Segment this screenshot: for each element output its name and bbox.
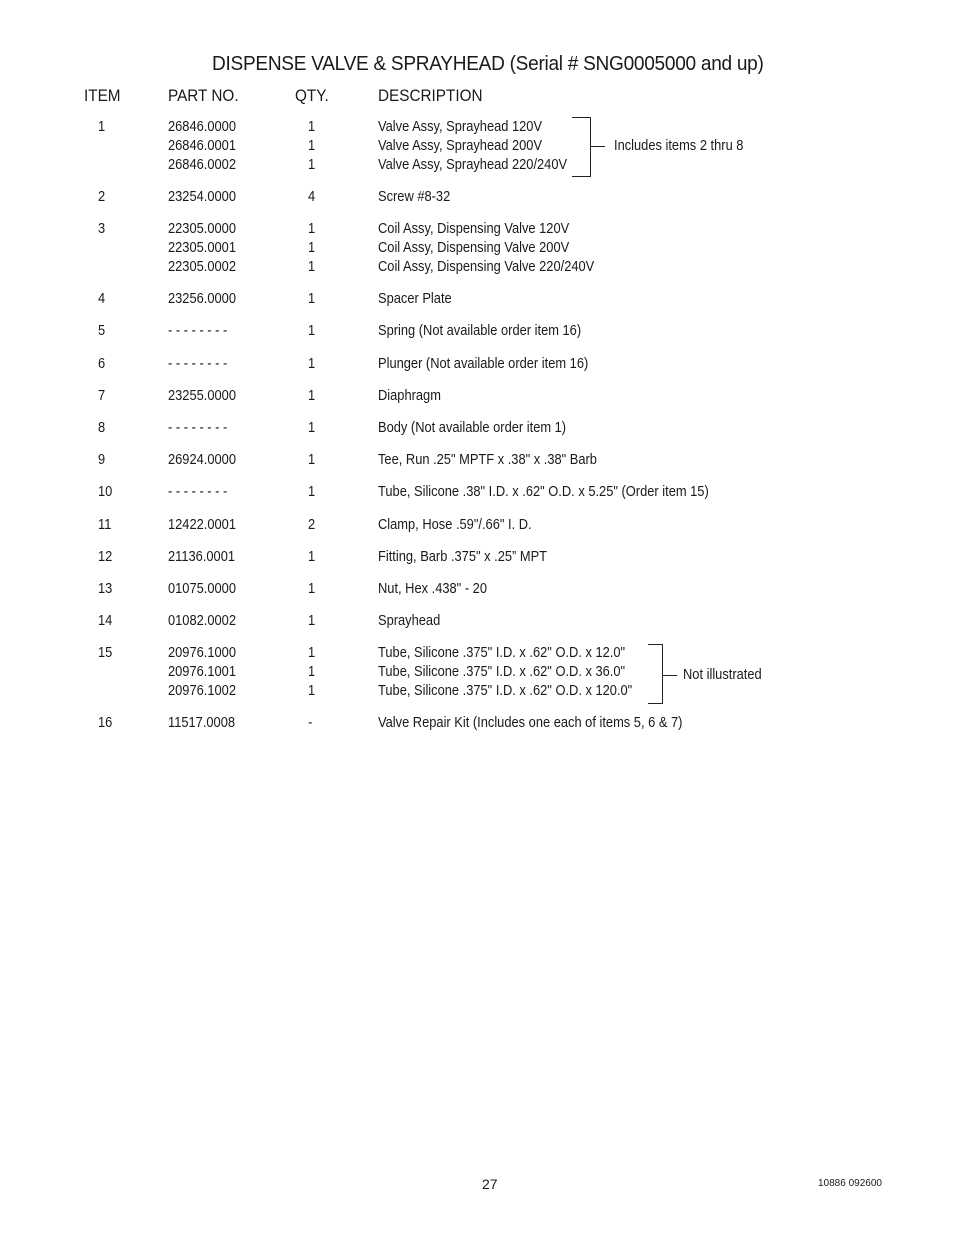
header-item: ITEM: [84, 86, 121, 105]
cell-qty: 2: [308, 517, 316, 533]
cell-description: Tube, Silicone .375" I.D. x .62" O.D. x 36.0": [378, 664, 626, 680]
cell-qty: 1: [308, 581, 316, 597]
cell-item: 7: [98, 388, 106, 404]
cell-item: 12: [98, 549, 113, 565]
cell-description: Tube, Silicone .375" I.D. x .62" O.D. x 120.0": [378, 683, 633, 699]
item1-bracket: [572, 117, 591, 177]
cell-part-no: 01082.0002: [168, 613, 236, 629]
cell-part-no: 26846.0002: [168, 157, 236, 173]
cell-qty: 1: [308, 259, 316, 275]
cell-item: 6: [98, 356, 106, 372]
cell-item: 3: [98, 221, 106, 237]
cell-description: Coil Assy, Dispensing Valve 220/240V: [378, 259, 595, 275]
cell-part-no: 01075.0000: [168, 581, 236, 597]
cell-description: Tube, Silicone .38" I.D. x .62" O.D. x 5.25" (Order item 15): [378, 484, 709, 500]
cell-part-no: 21136.0001: [168, 549, 236, 565]
cell-item: 5: [98, 323, 106, 339]
cell-description: Nut, Hex .438" - 20: [378, 581, 487, 597]
cell-description: Valve Assy, Sprayhead 120V: [378, 119, 543, 135]
cell-qty: 1: [308, 221, 316, 237]
cell-part-no: 20976.1001: [168, 664, 236, 680]
cell-description: Clamp, Hose .59"/.66" I. D.: [378, 517, 532, 533]
cell-item: 4: [98, 291, 106, 307]
cell-part-no: - - - - - - - -: [168, 420, 228, 436]
cell-description: Body (Not available order item 1): [378, 420, 567, 436]
cell-part-no: 26846.0001: [168, 138, 236, 154]
cell-qty: 1: [308, 157, 316, 173]
cell-description: Spring (Not available order item 16): [378, 323, 582, 339]
cell-qty: 1: [308, 484, 316, 500]
cell-description: Coil Assy, Dispensing Valve 200V: [378, 240, 570, 256]
cell-description: Plunger (Not available order item 16): [378, 356, 589, 372]
cell-part-no: 11517.0008: [168, 715, 236, 731]
item1-bracket-tick: [591, 146, 605, 147]
cell-qty: 1: [308, 452, 316, 468]
cell-part-no: 26924.0000: [168, 452, 236, 468]
cell-qty: 1: [308, 664, 316, 680]
cell-part-no: 26846.0000: [168, 119, 236, 135]
cell-item: 9: [98, 452, 106, 468]
cell-qty: 1: [308, 138, 316, 154]
cell-part-no: 12422.0001: [168, 517, 236, 533]
cell-item: 16: [98, 715, 113, 731]
cell-qty: 4: [308, 189, 316, 205]
cell-item: 15: [98, 645, 113, 661]
cell-part-no: 23256.0000: [168, 291, 236, 307]
header-qty: QTY.: [295, 86, 329, 105]
cell-description: Spacer Plate: [378, 291, 452, 307]
cell-part-no: 20976.1000: [168, 645, 236, 661]
cell-qty: 1: [308, 323, 316, 339]
header-part-no: PART NO.: [168, 86, 239, 105]
cell-qty: 1: [308, 549, 316, 565]
cell-item: 2: [98, 189, 106, 205]
cell-description: Tube, Silicone .375" I.D. x .62" O.D. x 12.0": [378, 645, 626, 661]
cell-part-no: - - - - - - - -: [168, 323, 228, 339]
cell-description: Fitting, Barb .375" x .25” MPT: [378, 549, 548, 565]
cell-description: Coil Assy, Dispensing Valve 120V: [378, 221, 570, 237]
cell-description: Sprayhead: [378, 613, 441, 629]
page-number: 27: [482, 1176, 498, 1192]
cell-description: Diaphragm: [378, 388, 441, 404]
cell-description: Valve Repair Kit (Includes one each of items 5, 6 & 7): [378, 715, 683, 731]
cell-part-no: - - - - - - - -: [168, 484, 228, 500]
cell-description: Valve Assy, Sprayhead 220/240V: [378, 157, 568, 173]
cell-qty: 1: [308, 240, 316, 256]
cell-part-no: 20976.1002: [168, 683, 236, 699]
cell-description: Tee, Run .25" MPTF x .38" x .38" Barb: [378, 452, 597, 468]
cell-qty: 1: [308, 420, 316, 436]
document-id: 10886 092600: [818, 1178, 882, 1189]
cell-description: Valve Assy, Sprayhead 200V: [378, 138, 543, 154]
item1-note: Includes items 2 thru 8: [614, 138, 744, 154]
cell-part-no: 23255.0000: [168, 388, 236, 404]
cell-part-no: 22305.0002: [168, 259, 236, 275]
cell-item: 8: [98, 420, 106, 436]
item15-bracket: [648, 644, 663, 704]
cell-part-no: 23254.0000: [168, 189, 236, 205]
cell-item: 10: [98, 484, 113, 500]
cell-description: Screw #8-32: [378, 189, 451, 205]
cell-qty: 1: [308, 291, 316, 307]
item15-bracket-tick: [663, 675, 677, 676]
cell-qty: 1: [308, 683, 316, 699]
cell-part-no: 22305.0001: [168, 240, 236, 256]
item15-note: Not illustrated: [683, 667, 762, 683]
cell-qty: 1: [308, 119, 316, 135]
header-description: DESCRIPTION: [378, 86, 483, 105]
cell-part-no: - - - - - - - -: [168, 356, 228, 372]
page-title: DISPENSE VALVE & SPRAYHEAD (Serial # SNG0005000 and up): [212, 52, 764, 75]
cell-part-no: 22305.0000: [168, 221, 236, 237]
cell-item: 11: [98, 517, 112, 533]
cell-qty: 1: [308, 613, 316, 629]
cell-qty: 1: [308, 645, 316, 661]
cell-item: 1: [98, 119, 106, 135]
cell-qty: -: [308, 715, 313, 731]
cell-qty: 1: [308, 388, 316, 404]
cell-qty: 1: [308, 356, 316, 372]
cell-item: 14: [98, 613, 113, 629]
cell-item: 13: [98, 581, 113, 597]
